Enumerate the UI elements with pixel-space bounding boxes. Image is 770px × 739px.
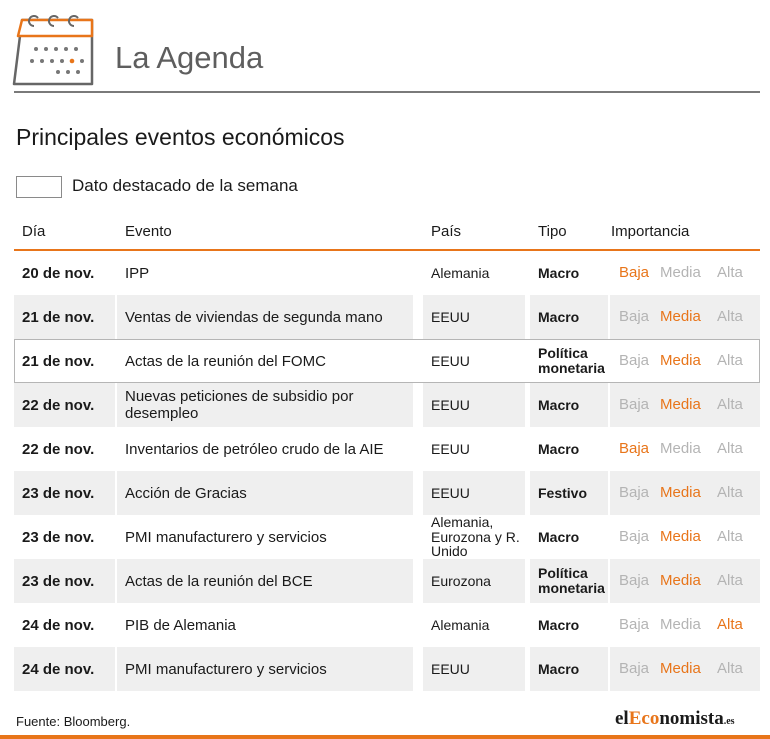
cell-evento [117, 251, 413, 295]
cell-importancia [610, 427, 760, 471]
cell-evento [117, 427, 413, 471]
cell-tipo [530, 559, 608, 603]
importance-baja: Baja [619, 660, 650, 677]
cell-tipo-text: Macro [538, 528, 580, 545]
cell-pais [423, 647, 525, 691]
cell-evento-text: Actas de la reunión del BCE [125, 572, 313, 590]
cell-evento [117, 471, 413, 515]
table-row [14, 559, 760, 603]
cell-pais [423, 427, 525, 471]
cell-evento [117, 339, 413, 383]
cell-dia-text: 24 de nov. [22, 660, 95, 678]
table-header [14, 217, 760, 251]
cell-importancia [610, 339, 760, 383]
cell-importancia [610, 471, 760, 515]
importance-baja: Baja [619, 352, 650, 369]
cell-pais [423, 603, 525, 647]
cell-importancia [610, 603, 760, 647]
importance-media: Media [660, 440, 701, 457]
cell-pais [423, 471, 525, 515]
importance-media: Media [660, 616, 701, 633]
cell-dia [14, 515, 115, 559]
cell-tipo-text: Macro [538, 264, 580, 281]
importance-alta: Alta [717, 440, 743, 457]
table-row [14, 383, 760, 427]
brand-logo: elEconomista.es [615, 708, 735, 729]
importance-alta: Alta [717, 308, 743, 325]
cell-pais [423, 339, 525, 383]
cell-tipo-text: Macro [538, 660, 580, 677]
cell-evento-text: IPP [125, 264, 150, 282]
cell-dia-text: 23 de nov. [22, 528, 95, 546]
importance-alta: Alta [717, 264, 743, 281]
events-table [14, 217, 760, 691]
cell-evento-text: Ventas de viviendas de segunda mano [125, 308, 383, 326]
cell-dia [14, 559, 115, 603]
importance-alta: Alta [717, 572, 743, 589]
cell-evento-text: PMI manufacturero y servicios [125, 660, 327, 678]
cell-dia [14, 471, 115, 515]
cell-pais-text: EEUU [431, 396, 470, 413]
cell-pais-text: EEUU [431, 352, 470, 369]
header-tipo: Tipo [538, 223, 567, 240]
cell-dia [14, 647, 115, 691]
importance-media: Media [660, 528, 701, 545]
cell-pais [423, 383, 525, 427]
cell-dia-text: 23 de nov. [22, 484, 95, 502]
cell-tipo [530, 295, 608, 339]
cell-pais [423, 295, 525, 339]
subtitle: Principales eventos económicos [16, 124, 345, 150]
cell-pais-text: EEUU [431, 660, 470, 677]
cell-pais-text: Alemania [431, 264, 490, 281]
importance-media: Media [660, 264, 701, 281]
cell-tipo-text: Política monetaria [538, 345, 605, 376]
header-importancia: Importancia [611, 223, 690, 240]
table-row [14, 251, 760, 295]
cell-dia [14, 295, 115, 339]
importance-baja: Baja [619, 572, 650, 589]
importance-media: Media [660, 352, 701, 369]
cell-tipo-text: Política monetaria [538, 565, 605, 596]
cell-dia-text: 21 de nov. [22, 308, 95, 326]
header-pais: País [431, 223, 462, 240]
importance-baja: Baja [619, 396, 650, 413]
table-row [14, 515, 760, 559]
cell-dia [14, 383, 115, 427]
cell-dia-text: 20 de nov. [22, 264, 95, 282]
cell-dia [14, 603, 115, 647]
cell-pais-text: EEUU [431, 440, 470, 457]
header-evento: Evento [125, 223, 172, 240]
cell-tipo [530, 471, 608, 515]
importance-alta: Alta [717, 528, 743, 545]
cell-pais-text: Eurozona [431, 572, 491, 589]
cell-tipo [530, 647, 608, 691]
cell-evento [117, 515, 413, 559]
cell-dia-text: 22 de nov. [22, 440, 95, 458]
importance-media: Media [660, 396, 701, 413]
cell-dia-text: 22 de nov. [22, 396, 95, 414]
table-row [14, 427, 760, 471]
cell-dia [14, 339, 115, 383]
cell-tipo-text: Macro [538, 616, 580, 633]
cell-evento [117, 603, 413, 647]
cell-importancia [610, 251, 760, 295]
table-row [14, 295, 760, 339]
source-note: Fuente: Bloomberg. [16, 714, 131, 729]
cell-evento-text: PIB de Alemania [125, 616, 236, 634]
cell-dia [14, 427, 115, 471]
cell-evento-text: Inventarios de petróleo crudo de la AIE [125, 440, 384, 458]
table-row [14, 339, 760, 383]
cell-pais-text: EEUU [431, 308, 470, 325]
cell-importancia [610, 295, 760, 339]
table-body [14, 251, 760, 691]
importance-media: Media [660, 572, 701, 589]
cell-pais [423, 515, 525, 559]
cell-importancia [610, 559, 760, 603]
cell-evento-text: Acción de Gracias [125, 484, 247, 502]
cell-evento-text: PMI manufacturero y servicios [125, 528, 327, 546]
importance-alta: Alta [717, 484, 743, 501]
importance-baja: Baja [619, 484, 650, 501]
cell-tipo [530, 383, 608, 427]
cell-importancia [610, 383, 760, 427]
bottom-divider [0, 735, 770, 739]
importance-media: Media [660, 660, 701, 677]
table-row [14, 603, 760, 647]
legend-swatch [16, 176, 62, 198]
table-row [14, 471, 760, 515]
importance-alta: Alta [717, 660, 743, 677]
importance-baja: Baja [619, 440, 650, 457]
cell-pais [423, 251, 525, 295]
importance-baja: Baja [619, 308, 650, 325]
legend-label: Dato destacado de la semana [72, 176, 298, 195]
importance-baja: Baja [619, 264, 650, 281]
cell-tipo [530, 515, 608, 559]
cell-evento [117, 295, 413, 339]
importance-alta: Alta [717, 352, 743, 369]
cell-evento [117, 383, 413, 427]
importance-baja: Baja [619, 528, 650, 545]
cell-evento [117, 647, 413, 691]
cell-pais-text: EEUU [431, 484, 470, 501]
importance-alta: Alta [717, 396, 743, 413]
cell-dia-text: 23 de nov. [22, 572, 95, 590]
importance-baja: Baja [619, 616, 650, 633]
calendar-icon [12, 14, 100, 86]
importance-alta: Alta [717, 616, 743, 633]
cell-pais-text: Alemania [431, 616, 490, 633]
cell-tipo-text: Macro [538, 440, 580, 457]
importance-media: Media [660, 484, 701, 501]
importance-media: Media [660, 308, 701, 325]
cell-tipo [530, 251, 608, 295]
cell-dia-text: 24 de nov. [22, 616, 95, 634]
header-dia: Día [22, 223, 46, 240]
cell-importancia [610, 647, 760, 691]
cell-pais-text: Alemania, Eurozona y R. Unido [431, 513, 520, 560]
cell-tipo [530, 603, 608, 647]
cell-evento-text: Actas de la reunión del FOMC [125, 352, 326, 370]
header [0, 0, 770, 95]
cell-tipo-text: Macro [538, 308, 580, 325]
cell-dia [14, 251, 115, 295]
cell-tipo-text: Festivo [538, 484, 588, 501]
cell-tipo [530, 339, 608, 383]
cell-evento [117, 559, 413, 603]
page-title: La Agenda [115, 40, 264, 75]
cell-tipo-text: Macro [538, 396, 580, 413]
cell-pais [423, 559, 525, 603]
cell-evento-text: Nuevas peticiones de subsidio por desempleo [125, 388, 354, 422]
cell-dia-text: 21 de nov. [22, 352, 95, 370]
cell-importancia [610, 515, 760, 559]
table-row [14, 647, 760, 691]
cell-tipo [530, 427, 608, 471]
header-divider [14, 91, 760, 93]
